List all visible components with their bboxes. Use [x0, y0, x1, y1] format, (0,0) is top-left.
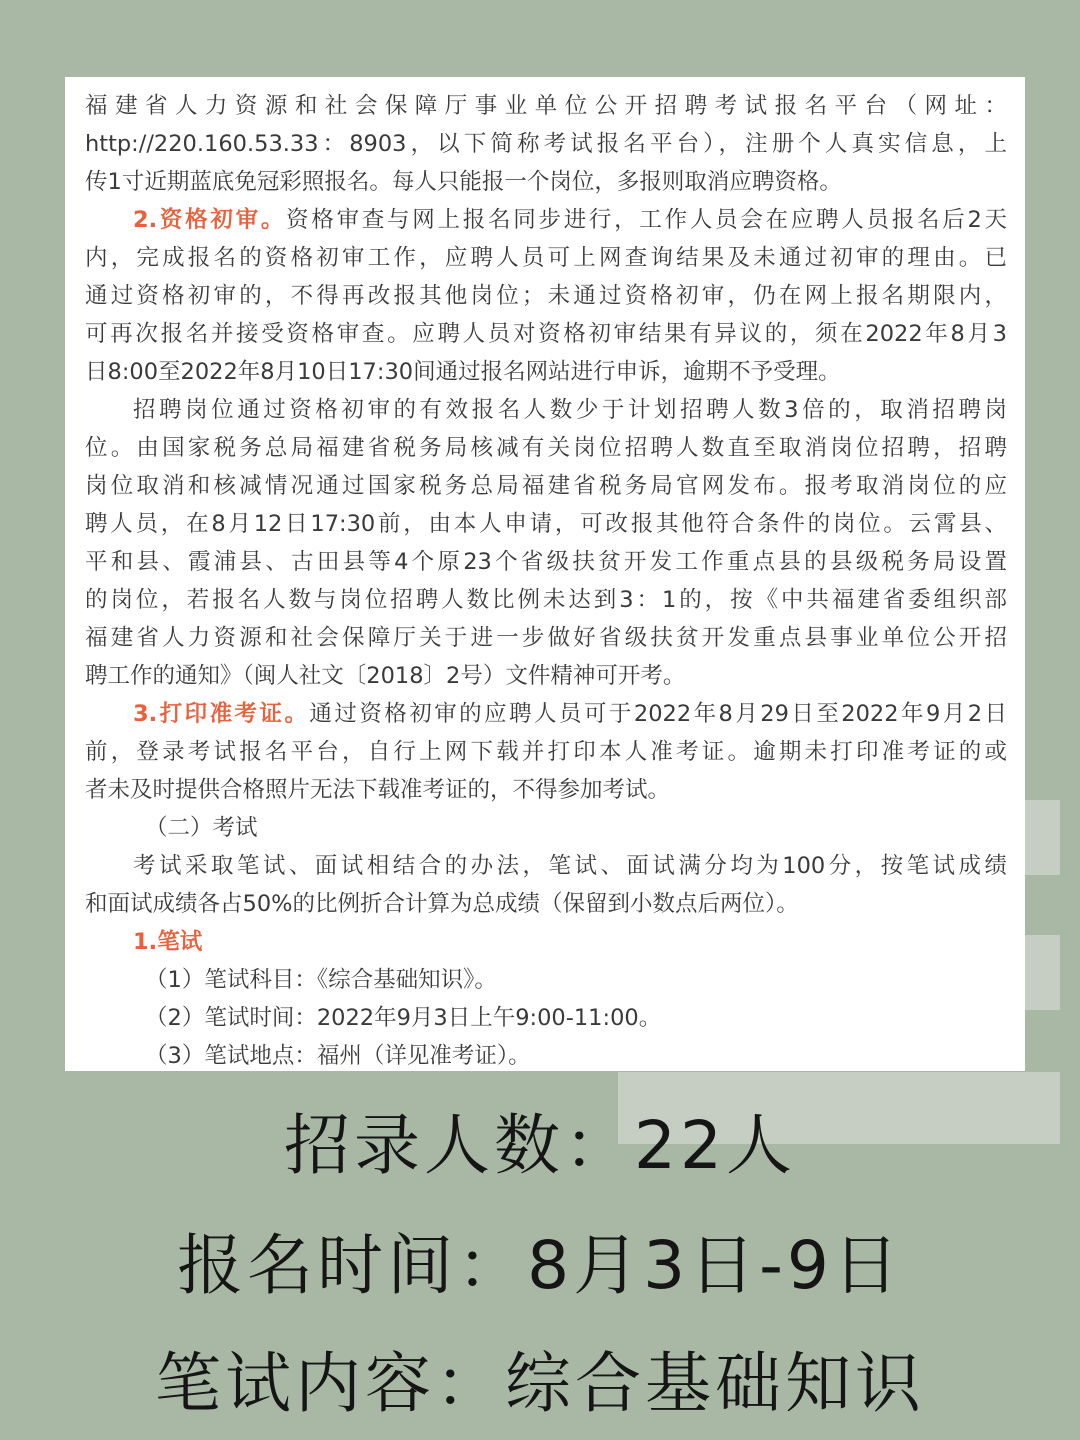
document-line: 通过资格初审的，不得再改报其他岗位；未通过资格初审，仍在网上报名期限内， [85, 283, 1007, 309]
subsection-title: （二）考试 [145, 815, 258, 841]
document-body [85, 87, 1007, 1071]
document-line: 前，登录考试报名平台，自行上网下载并打印本人准考证。逾期未打印准考证的或 [85, 739, 1007, 765]
line-text: 资格审查与网上报名同步进行，工作人员会在应聘人员报名后2天 [286, 207, 1007, 233]
document-excerpt [65, 77, 1025, 1071]
section-heading: 2.资格初审。 [133, 207, 287, 233]
document-line: http://220.160.53.33：8903，以下简称考试报名平台），注册个人真实信息，上 [85, 131, 1007, 157]
document-line [85, 201, 1007, 239]
summary-exam-content: 笔试内容：综合基础知识 [155, 1345, 925, 1422]
decorative-block [1025, 935, 1060, 1010]
document-line: 考试采取笔试、面试相结合的办法，笔试、面试满分均为100分，按笔试成绩 [133, 853, 1007, 879]
document-line: 平和县、霞浦县、古田县等4个原23个省级扶贫开发工作重点县的县级税务局设置 [85, 549, 1007, 575]
document-line: 和面试成绩各占50%的比例折合计算为总成绩（保留到小数点后两位）。 [85, 891, 799, 917]
document-line: 岗位取消和核减情况通过国家税务总局福建省税务局官网发布。报考取消岗位的应 [85, 473, 1007, 499]
document-line [85, 923, 1007, 961]
document-line: 内，完成报名的资格初审工作，应聘人员可上网查询结果及未通过初审的理由。已 [85, 245, 1007, 271]
document-line: 传1寸近期蓝底免冠彩照报名。每人只能报一个岗位，多报则取消应聘资格。 [85, 169, 842, 195]
document-line: 聘工作的通知》（闽人社文〔2018〕2号）文件精神可开考。 [85, 663, 686, 689]
document-line: （3）笔试地点：福州（详见准考证）。 [145, 1043, 531, 1069]
summary-recruit-count: 招录人数：22人 [284, 1107, 796, 1184]
document-line: （2）笔试时间：2022年9月3日上午9:00-11:00。 [145, 1005, 662, 1031]
document-line: 福建省人力资源和社会保障厅事业单位公开招聘考试报名平台（网址： [85, 93, 1007, 119]
document-line: 者未及时提供合格照片无法下载准考证的，不得参加考试。 [85, 777, 671, 803]
document-line: （1）笔试科目：《综合基础知识》。 [145, 967, 497, 993]
decorative-block [1025, 800, 1060, 875]
section-heading: 3.打印准考证。 [133, 701, 310, 727]
document-line: 福建省人力资源和社会保障厅关于进一步做好省级扶贫开发重点县事业单位公开招 [85, 625, 1007, 651]
document-line: 日8:00至2022年8月10日17:30间通过报名网站进行申诉，逾期不予受理。 [85, 359, 841, 385]
summary-registration-time: 报名时间：8月3日-9日 [177, 1227, 903, 1304]
document-line: 聘人员，在8月12日17:30前，由本人申请，可改报其他符合条件的岗位。云霄县、 [85, 511, 1007, 537]
document-line: 可再次报名并接受资格审查。应聘人员对资格初审结果有异议的，须在2022年8月3 [85, 321, 1007, 347]
line-text: 通过资格初审的应聘人员可于2022年8月29日至2022年9月2日 [309, 701, 1007, 727]
document-line: 位。由国家税务总局福建省税务局核减有关岗位招聘人数直至取消岗位招聘，招聘 [85, 435, 1007, 461]
document-line [85, 695, 1007, 733]
section-heading: 1.笔试 [133, 929, 203, 955]
document-line: 招聘岗位通过资格初审的有效报名人数少于计划招聘人数3倍的，取消招聘岗 [133, 397, 1007, 423]
document-line: 的岗位，若报名人数与岗位招聘人数比例未达到3：1的，按《中共福建省委组织部 [85, 587, 1007, 613]
